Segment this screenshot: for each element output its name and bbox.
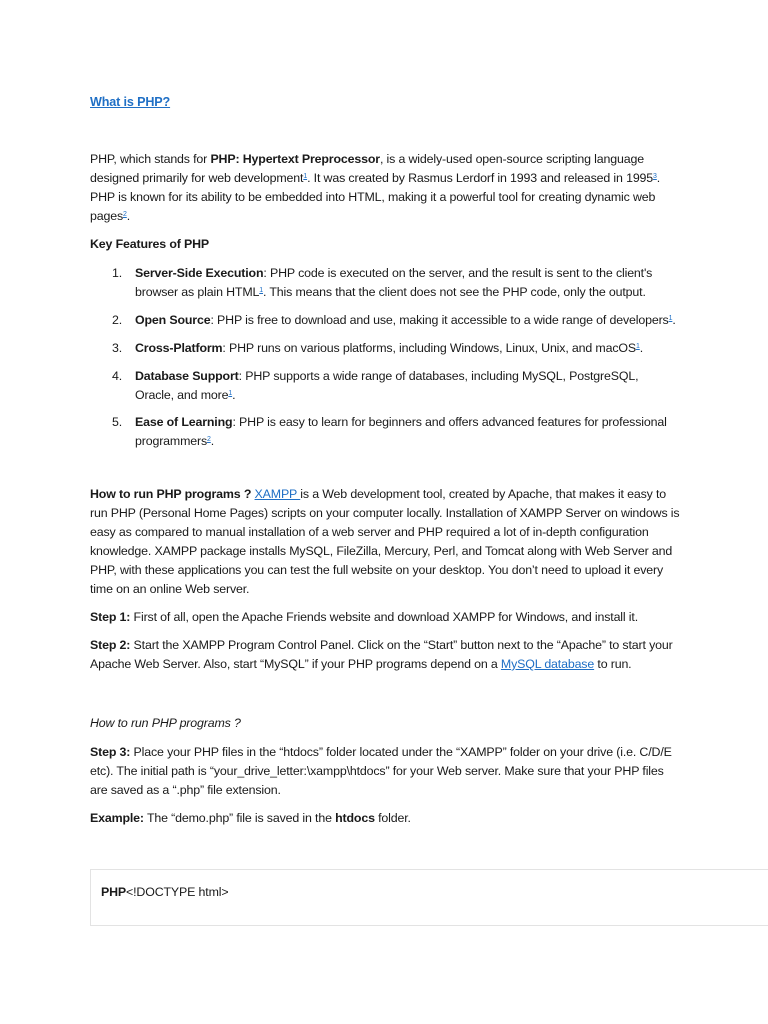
features-list <box>90 264 680 451</box>
howto-paragraph <box>90 485 680 598</box>
step-label: Step 1: <box>90 610 131 624</box>
intro-text: , is a widely-used open-source scripting language designed primarily for web development <box>90 152 644 185</box>
footnote-ref[interactable]: 1 <box>303 172 308 180</box>
feature-item <box>90 413 680 451</box>
feature-text: : PHP is easy to learn for beginners and offers advanced features for professional programmers <box>135 415 667 449</box>
step-text: Start the XAMPP Program Control Panel. Click on the “Start” button next to the “Apache” to start your Apache Web Server. Also, start “MySQL” if your PHP programs depend on a <box>90 638 673 671</box>
feature-item <box>90 311 680 330</box>
feature-label: Open Source <box>135 312 211 327</box>
feature-number: 3. <box>112 340 123 355</box>
step-text: Place your PHP files in the “htdocs” folder located under the “XAMPP” folder on your drive (i.e. C/D/E etc). The initial path is “your_drive_letter:\xampp\htdocs” for your Web server. Make sure that your PHP files are saved as a “.php” file extension. <box>90 745 672 797</box>
feature-number: 5. <box>112 415 123 430</box>
step-label: Step 2: <box>90 638 131 652</box>
step-text: First of all, open the Apache Friends website and download XAMPP for Windows, and install it. <box>130 610 638 624</box>
feature-number: 4. <box>112 368 123 383</box>
footnote-ref[interactable]: 2 <box>207 436 211 444</box>
feature-text: : PHP code is executed on the server, and the result is sent to the client's browser as plain HTML <box>135 266 653 299</box>
feature-item <box>90 367 680 405</box>
feature-item <box>90 339 680 358</box>
step-text: to run. <box>594 656 632 671</box>
code-text: <!DOCTYPE html> <box>126 885 229 899</box>
feature-label: Cross-Platform <box>135 340 223 355</box>
footnote-ref[interactable]: 1 <box>259 286 263 294</box>
features-heading <box>90 235 680 254</box>
code-line <box>101 883 228 902</box>
feature-label: Server-Side Execution <box>135 266 264 280</box>
example-bold: htdocs <box>335 811 375 825</box>
code-bold: PHP <box>101 885 127 899</box>
italic-heading: How to run PHP programs ? <box>90 716 241 730</box>
step3-paragraph <box>90 743 680 800</box>
footnote-ref[interactable]: 1 <box>636 342 640 350</box>
example-text: The “demo.php” file is saved in the <box>143 811 336 825</box>
feature-label: Ease of Learning <box>135 415 233 430</box>
footnote-ref[interactable]: 3 <box>653 172 657 180</box>
xampp-link[interactable]: XAMPP <box>254 487 301 501</box>
footnote-ref[interactable]: 1 <box>228 389 233 397</box>
step1-paragraph <box>90 608 680 627</box>
features-heading-text: Key Features of PHP <box>90 237 210 251</box>
howto-text: is a Web development tool, created by Apache, that makes it easy to run PHP (Personal Home Pages) scripts on your computer locally. Installation of XAMPP Server on windows is easy as compared to manual installation of a web server and PHP required a lot of in-depth configuration knowledge. XAMPP package installs MySQL, FileZilla, Mercury, Perl, and Tomcat along with Web Server and PHP, with these applications you can test the full website on your desktop. You don’t need to upload it every time on an online Web server. <box>90 487 680 596</box>
feature-number: 2. <box>112 312 123 327</box>
mysql-database-link[interactable]: MySQL database <box>500 656 595 671</box>
feature-tail: . <box>672 312 676 327</box>
example-paragraph <box>90 809 680 828</box>
feature-tail: . <box>210 434 215 449</box>
intro-text: . <box>126 208 131 223</box>
intro-text: . It was created by Rasmus Lerdorf in 1993 and released in 1995 <box>307 170 654 185</box>
feature-text: : PHP supports a wide range of databases, including MySQL, PostgreSQL, Oracle, and more <box>135 368 639 402</box>
feature-text: : PHP runs on various platforms, including Windows, Linux, Unix, and macOS <box>222 340 636 355</box>
intro-text: . PHP is known for its ability to be embedded into HTML, making it a powerful tool for creating dynamic web pages <box>90 170 661 223</box>
step-label: Step 3: <box>90 745 131 759</box>
intro-text: PHP, which stands for <box>90 152 211 166</box>
footnote-ref[interactable]: 1 <box>668 314 673 322</box>
feature-tail: . <box>639 340 644 355</box>
feature-number: 1. <box>112 266 123 280</box>
page-title-link[interactable]: What is PHP? <box>90 95 171 109</box>
feature-label: Database Support <box>135 368 239 383</box>
footnote-ref[interactable]: 2 <box>123 210 127 218</box>
intro-paragraph <box>90 150 680 226</box>
step2-paragraph <box>90 636 680 674</box>
feature-tail: . This means that the client does not see the PHP code, only the output. <box>263 284 646 299</box>
example-text: folder. <box>374 811 411 825</box>
feature-text: : PHP is free to download and use, making it accessible to a wide range of developers <box>210 312 669 327</box>
example-label: Example: <box>90 811 144 825</box>
howto-bold: How to run PHP programs ? <box>90 487 255 501</box>
intro-bold: PHP: Hypertext Preprocessor <box>210 152 380 166</box>
code-block <box>90 869 768 926</box>
feature-item <box>90 264 680 302</box>
feature-tail: . <box>232 387 236 402</box>
